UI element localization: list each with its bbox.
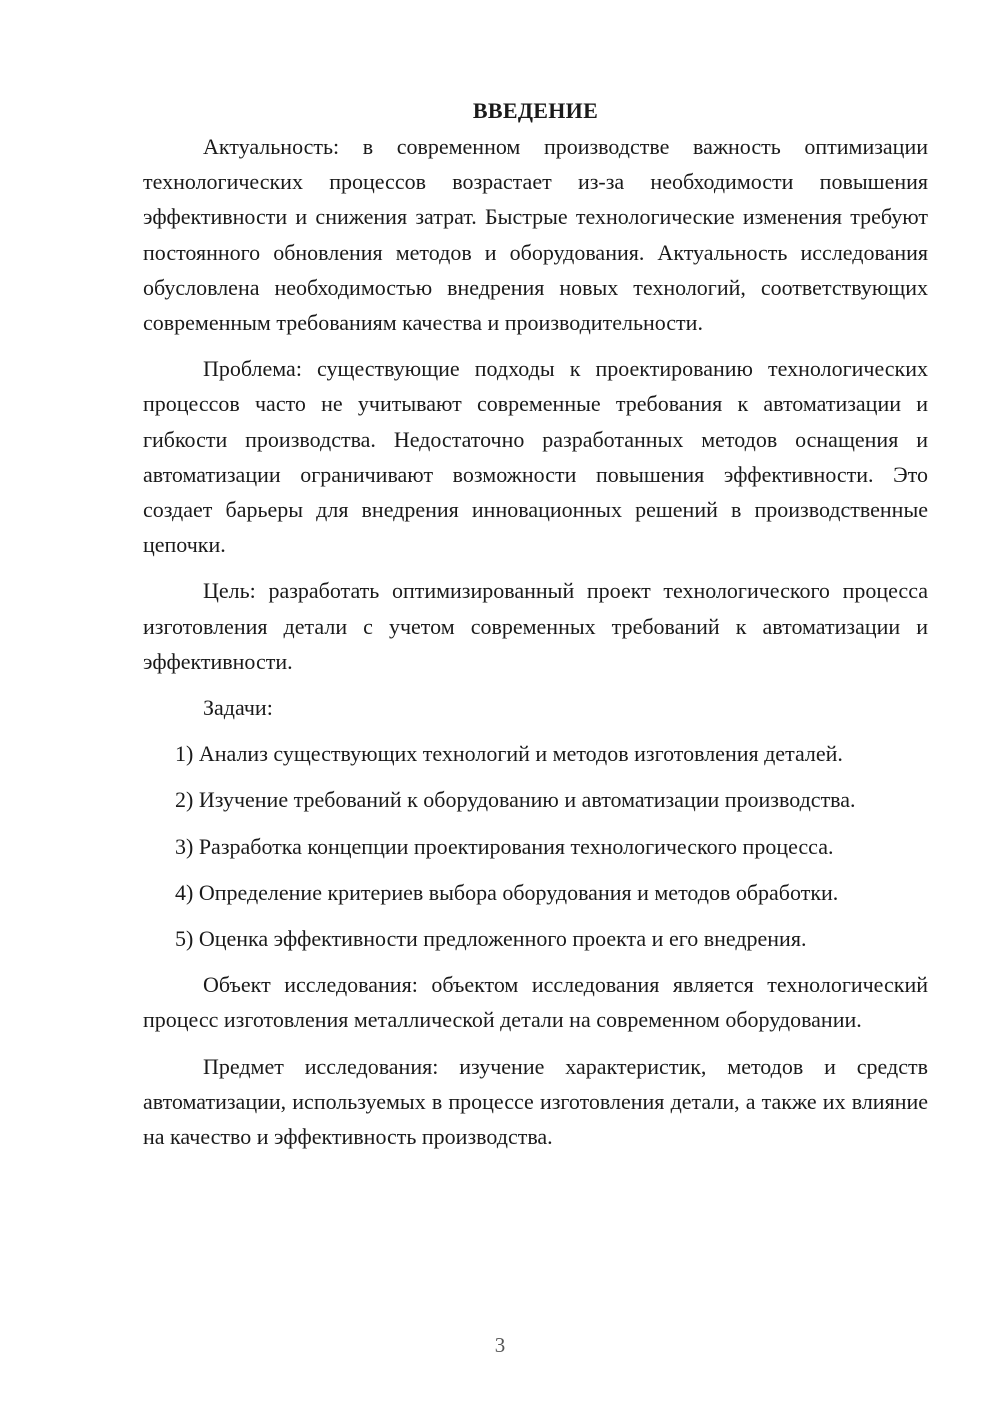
task-item: 1) Анализ существующих технологий и методов изготовления деталей.	[175, 741, 843, 767]
subject-paragraph: Предмет исследования: изучение характеристик, методов и средств автоматизации, используемых в процессе изготовления детали, а также их влияние на качество и эффективность производства.	[143, 1053, 928, 1150]
problem-paragraph: Проблема: существующие подходы к проектированию технологических процессов часто не учитывают современные требования к автоматизации и гибкости производства. Недостаточно разработанных методов оснащения и автоматизации ограничивают возможности повышения эффективности. Это создает барьеры для внедрения инновационных решений в производственные цепочки.	[143, 356, 928, 558]
page-number: 3	[494, 1333, 506, 1357]
task-item: 2) Изучение требований к оборудованию и автоматизации производства.	[175, 787, 856, 813]
tasks-heading: Задачи:	[203, 695, 273, 721]
document-page	[143, 95, 928, 1165]
task-item: 5) Оценка эффективности предложенного проекта и его внедрения.	[175, 926, 807, 952]
section-title: ВВЕДЕНИЕ	[472, 98, 599, 123]
goal-paragraph: Цель: разработать оптимизированный проект технологического процесса изготовления детали с учетом современных требований к автоматизации и эффективности.	[143, 578, 928, 674]
object-paragraph: Объект исследования: объектом исследования является технологический процесс изготовления металлической детали на современном оборудовании.	[143, 972, 928, 1033]
task-item: 4) Определение критериев выбора оборудования и методов обработки.	[175, 879, 839, 905]
task-item: 3) Разработка концепции проектирования технологического процесса.	[175, 833, 834, 859]
relevance-paragraph: Актуальность: в современном производстве важность оптимизации технологических процессов возрастает из-за необходимости повышения эффективности и снижения затрат. Быстрые технологические изменения требуют постоянного обновления методов и оборудования. Актуальность исследования обусловлена необходимостью внедрения новых технологий, соответствующих современным требованиям качества и производительности.	[143, 134, 928, 336]
